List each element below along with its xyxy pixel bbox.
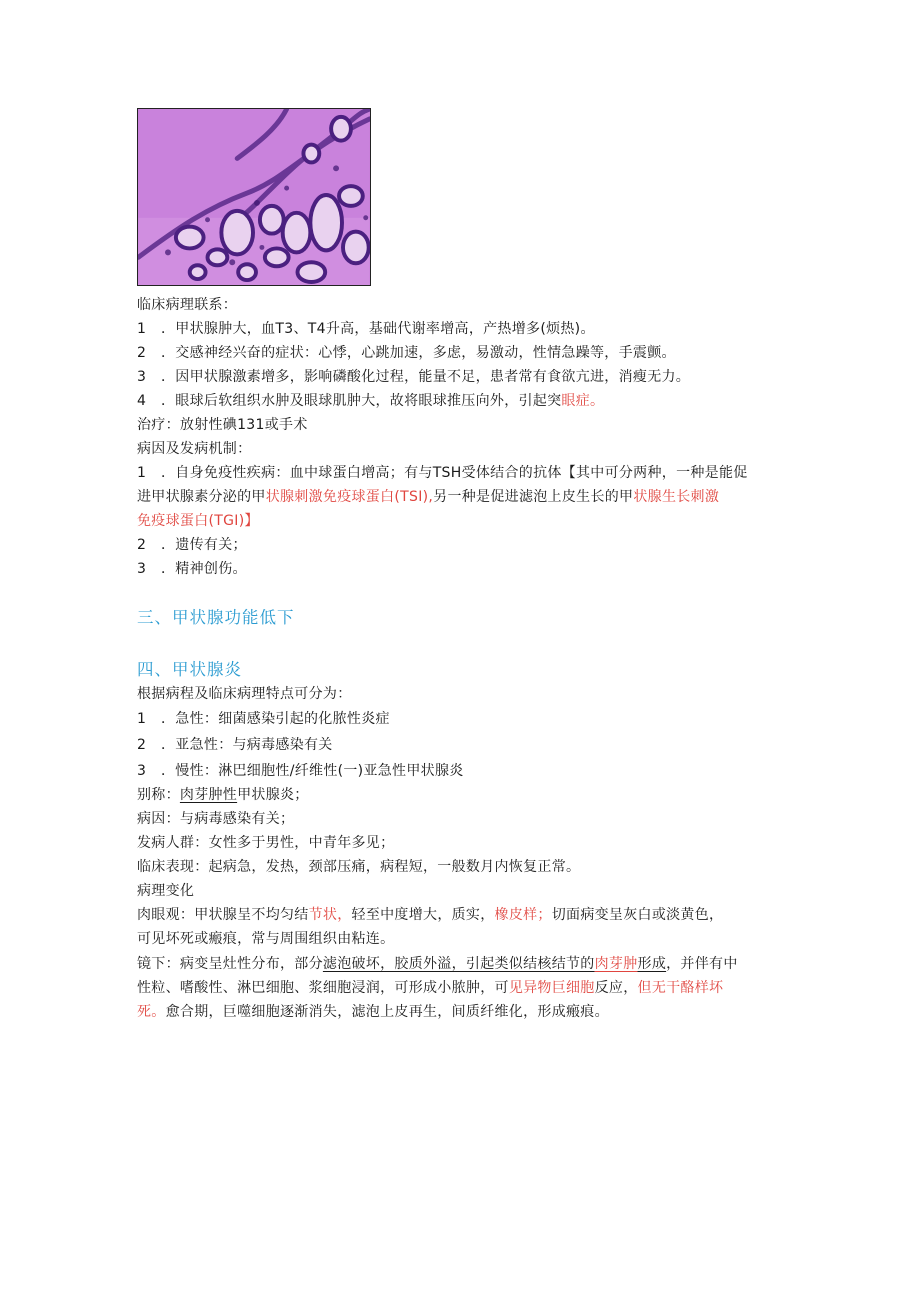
thyroiditis-item-3 (137, 762, 787, 780)
pathology-title: 病理变化 (137, 883, 195, 899)
etiology-item-3 (137, 560, 787, 578)
item-number: 2 (137, 537, 147, 553)
micro-line-3 (137, 1003, 787, 1021)
highlight-text: 状腺刺激免疫球蛋白(TSI), (265, 489, 434, 505)
thyroiditis-item-1 (137, 710, 787, 728)
item-number: 4 (137, 393, 147, 409)
item-text: ．急性：细菌感染引起的化脓性炎症 (161, 711, 390, 727)
item-number: 3 (137, 369, 147, 385)
item-text: ．慢性：淋巴细胞性/纤维性(一)亚急性甲状腺炎 (161, 763, 464, 779)
clinical-title: 临床病理联系： (137, 297, 238, 313)
item-text: ．自身免疫性疾病：血中球蛋白增高；有与TSH受体结合的抗体【其中可分两种，一种是能促 (161, 465, 748, 481)
item-text: 愈合期，巨噬细胞逐渐消失，滤泡上皮再生，间质纤维化，形成瘢痕。 (165, 1004, 609, 1020)
highlight-text: 节状， (308, 907, 352, 923)
etiology-title: 病因及发病机制： (137, 441, 252, 457)
treatment: 治疗：放射性碘131或手术 (137, 417, 308, 433)
item-number: 1 (137, 465, 147, 481)
gross-line-2: 可见坏死或瘢痕，常与周围组织由粘连。 (137, 931, 395, 947)
item-number: 1 (137, 321, 147, 337)
thyroiditis-intro: 根据病程及临床病理特点可分为： (137, 686, 352, 702)
item-number: 1 (137, 711, 147, 727)
alias-line (137, 786, 787, 804)
item-text: 别称： (137, 787, 180, 803)
micro-line-1 (137, 955, 787, 973)
highlight-text: 见异物巨细胞 (508, 980, 595, 996)
section-3-heading: 三、甲状腺功能低下 (137, 608, 295, 627)
etiology-item-1-line-3 (137, 512, 787, 530)
clinical-item-3 (137, 368, 787, 386)
item-text: 性粒、嗜酸性、淋巴细胞、浆细胞浸润，可形成小脓肿，可 (137, 980, 509, 996)
highlight-text: 状腺生长刺激 (633, 489, 720, 505)
item-text: 轻至中度增大，质实， (351, 907, 495, 923)
item-text: ．遗传有关； (161, 537, 247, 553)
item-text: 切面病变呈灰白或淡黄色， (551, 907, 724, 923)
thyroiditis-item-2 (137, 736, 787, 754)
section-4-heading: 四、甲状腺炎 (137, 660, 242, 679)
highlight-text: 免疫球蛋白(TGI)】 (137, 513, 259, 529)
item-text: 甲状腺炎； (237, 787, 309, 803)
population-line: 发病人群：女性多于男性，中青年多见； (137, 835, 395, 851)
clinical-item-2 (137, 344, 787, 362)
etiology-item-2 (137, 536, 787, 554)
item-text: ．亚急性：与病毒感染有关 (161, 737, 333, 753)
item-number: 3 (137, 561, 147, 577)
highlight-text: 但无干酪样坏 (637, 980, 724, 996)
clinical-item-4 (137, 392, 787, 410)
item-number: 2 (137, 345, 147, 361)
underlined-text: 肉芽肿性 (179, 787, 238, 803)
item-text: ．精神创伤。 (161, 561, 247, 577)
cause-line: 病因：与病毒感染有关； (137, 811, 295, 827)
item-text: ．甲状腺肿大，血T3、T4升高，基础代谢率增高，产热增多(烦热)。 (161, 321, 595, 337)
item-text: ．交感神经兴奋的症状：心悸，心跳加速，多虑，易激动，性情急躁等，手震颤。 (161, 345, 676, 361)
item-text: ，并伴有中 (666, 956, 738, 972)
etiology-item-1-line-2 (137, 488, 787, 506)
item-text: 另一种是促进滤泡上皮生长的甲 (433, 489, 634, 505)
histology-image (137, 108, 371, 286)
highlight-text: 橡皮样； (494, 907, 552, 923)
highlight-text: 眼症。 (561, 393, 605, 409)
underlined-text: 形成 (637, 956, 667, 972)
underlined-highlight-text: 肉芽肿 (594, 956, 638, 972)
item-text: ．因甲状腺激素增多，影响磷酸化过程，能量不足，患者常有食欲亢进，消瘦无力。 (161, 369, 691, 385)
underlined-text: 滤泡破坏，胶质外溢，引起类似结核结节的 (322, 956, 595, 972)
micro-line-2 (137, 979, 787, 997)
item-text: 进甲状腺素分泌的甲 (137, 489, 266, 505)
item-text: 肉眼观：甲状腺呈不均匀结 (137, 907, 309, 923)
clinical-presentation-line: 临床表现：起病急，发热，颈部压痛，病程短，一般数月内恢复正常。 (137, 859, 581, 875)
item-text: ．眼球后软组织水肿及眼球肌肿大，故将眼球推压向外，引起突 (161, 393, 562, 409)
item-number: 2 (137, 737, 147, 753)
highlight-text: 死。 (137, 1004, 166, 1020)
item-text: 反应， (594, 980, 638, 996)
gross-line-1 (137, 906, 787, 924)
clinical-item-1 (137, 320, 787, 338)
item-number: 3 (137, 763, 147, 779)
etiology-item-1-line-1 (137, 464, 787, 482)
item-text: 镜下：病变呈灶性分布，部分 (137, 956, 323, 972)
